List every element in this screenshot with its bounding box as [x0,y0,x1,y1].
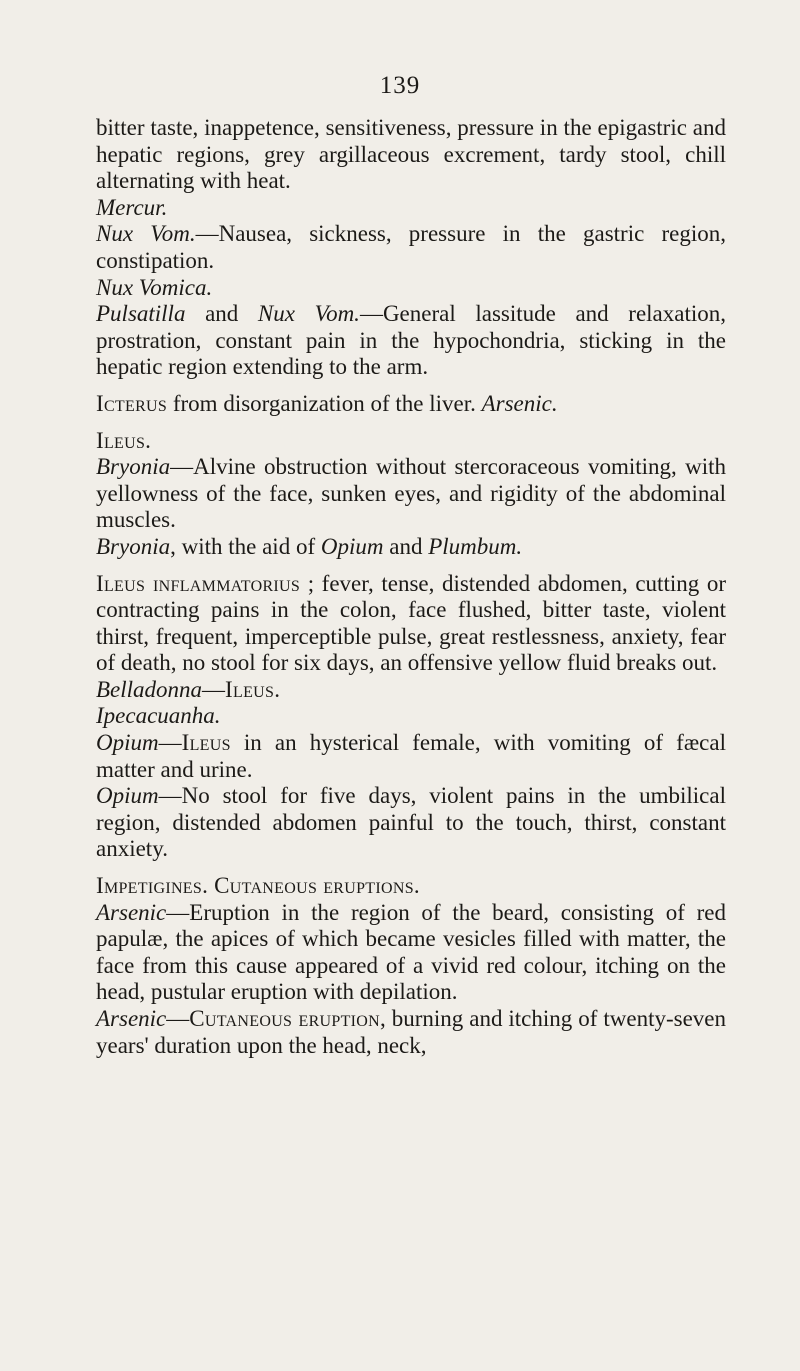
paragraph [96,1006,726,1059]
remedy-name: Belladonna [96,676,203,702]
text-run: — [166,1006,190,1031]
remedy-name: Arsenic [96,1006,167,1031]
paragraph [96,677,726,704]
heading-term: Ileus. [225,676,281,702]
text-run: , with the aid of [170,533,321,559]
paragraph [96,571,726,677]
remedy-name: Plumbum. [428,533,523,559]
heading-term: Ileus [181,730,231,756]
heading-term: Impetigines. Cutaneous eruptions. [96,873,420,899]
text-run: bitter taste, inappetence, sensitiveness, pressure in the epigastric and hepatic regions, grey argillaceous excrement, tardy stool, chill alternating with heat. [96,115,726,194]
heading-term: Icterus [96,390,168,416]
paragraph [96,703,726,730]
remedy-name: Bryonia [96,454,171,480]
text-run: —General lassitude and relaxation, prostration, constant pain in the hypochondria, sticking in the hepatic region extending to the arm. [96,301,726,380]
text-run: —No stool for five days, violent pains in the umbilical region, distended abdomen painful to the touch, thirst, constant anxiety. [96,783,726,862]
remedy-name: Opium [96,730,159,756]
text-run: from disorganization of the liver. [167,390,482,416]
remedy-name: Opium [96,783,159,809]
remedy-name: Nux Vomica. [96,274,213,300]
text-run: —Eruption in the region of the beard, consisting of red papulæ, the apices of which became vesicles filled with matter, the face from this cause appeared of a vivid red colour, itching on the head, pustular eruption with depilation. [96,899,726,1005]
remedy-name: Opium [320,533,384,559]
paragraph [96,900,726,1006]
remedy-name: Arsenic [96,899,167,925]
text-run: — [158,730,182,756]
paragraph [96,534,726,561]
heading-term: Cutaneous eruption [189,1006,381,1031]
paragraph [96,783,726,863]
paragraph [96,428,726,455]
paragraph [96,730,726,783]
text-run: and [383,533,429,559]
heading-term: Ileus. [96,427,152,453]
text-run: in an hysterical female, with vomiting of fæcal matter and urine. [96,730,726,782]
text-run: —Alvine obstruction without stercoraceous vomiting, with yellowness of the face, sunken eyes, and rigidity of the abdominal muscles. [96,454,726,533]
remedy-name: Pulsatilla [96,301,186,327]
page-number: 139 [379,72,421,99]
heading-term: Ileus inflammatorius [96,570,301,596]
remedy-name: Bryonia [96,533,171,559]
paragraph [96,115,726,195]
text-run: , burning and itching of twenty-seven years' duration upon the head, neck, [96,1006,726,1058]
paragraph [96,873,726,900]
remedy-name: Ipecacuanha. [96,703,221,729]
paragraph [96,275,726,302]
paragraph [96,454,726,534]
paragraph [96,221,726,274]
remedy-name: Nux Vom. [96,221,196,247]
text-run: — [202,676,226,702]
paragraph [96,391,726,418]
page-body-text [96,115,726,1059]
remedy-name: Arsenic. [481,390,558,416]
remedy-name: Nux Vom. [257,301,360,327]
text-run: and [185,301,258,327]
paragraph [96,301,726,381]
remedy-name: Mercur. [96,194,168,220]
text-run: ; fever, tense, distended abdomen, cutting or contracting pains in the colon, face flushed, bitter taste, violent thirst, frequent, imperceptible pulse, great restlessness, anxiety, fear of death, no stool for six days, an offensive yellow fluid breaks out. [96,570,726,676]
text-run: —Nausea, sickness, pressure in the gastric region, constipation. [96,221,726,273]
paragraph [96,195,726,222]
